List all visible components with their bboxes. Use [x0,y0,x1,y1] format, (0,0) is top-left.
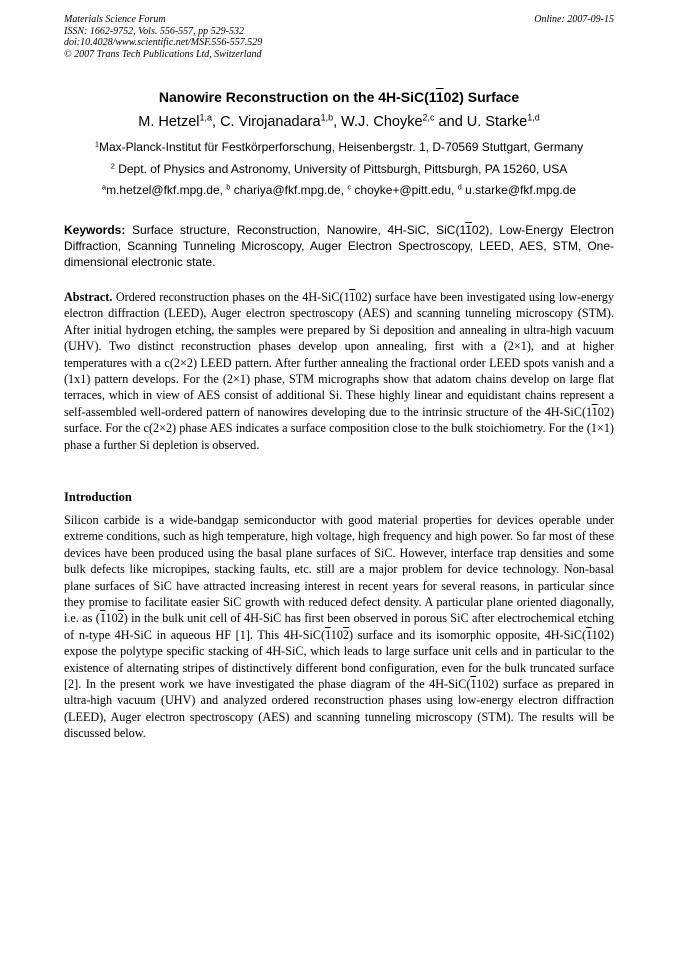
author-list [0,114,678,130]
email-link[interactable]: chariya@fkf.mpg.de [233,183,341,197]
issn-line: ISSN: 1662-9752, Vols. 556-557, pp 529-532 [64,25,244,37]
author-separator: and [434,114,467,130]
title-overbar-digit: 1 [435,89,444,105]
email-list: $^a$m.hetzel@fkf.mpg.de, $^b$ chariya@fkf.mpg.de, $^c$ choyke+@pitt.edu, $^d$ u.starke@fkf.mpg.de [101,182,577,197]
affiliation-1: $^1$Max-Planck-Institut für Festkörperforschung, Heisenbergstr. 1, D-70569 Stuttgart, Germany [94,139,584,154]
introduction-heading: Introduction [64,490,132,504]
author: U. Starke$^{1,d}$ [466,112,540,130]
abstract-label: Abstract. [64,290,113,304]
introduction-body: Silicon carbide is a wide-bandgap semiconductor with good material properties for devices operable under extreme conditions, such as high temperature, high voltage, high frequency and high power. So far most of these devices have been produced using the basal plane surfaces of SiC. However, interface trap densities and some bulk defects like micropipes, stacking faults, etc. still are a major problem for device technology. Non-basal plane surfaces of SiC have attracted increasing interest in recent years for several reasons, in particular since they promise to facilitate easier SiC growth with reduced defect density. A particular plane oriented diagonally, i.e. as (1102) in the bulk unit cell of 4H-SiC has first been observed in porous SiC after electrochemical etching of n-type 4H-SiC in aqueous HF [1]. This 4H-SiC(1102) surface and its isomorphic opposite, 4H-SiC(1102) expose the polytype specific stacking of 4H-SiC, which leads to large surface unit cells and in particular to the existence of alternating stripes of distinctively different bond configuration, even for the bulk truncated surface [2]. In the present work we have investigated the phase diagram of the 4H-SiC(1102) surface as prepared in ultra-high vacuum (UHV) and analyzed ordered reconstruction phases using low-energy electron diffraction (LEED), Auger electron spectroscopy (AES) and scanning tunneling microscopy (STM). The results will be discussed below. [64,513,615,741]
email-link[interactable]: m.hetzel@fkf.mpg.de [106,183,220,197]
title-text-end: 02) Surface [443,89,520,105]
title-text-start: Nanowire Reconstruction on the 4H-SiC(1 [158,89,436,105]
email-link[interactable]: choyke+@pitt.edu [354,183,451,197]
keywords-block: Keywords: Surface structure, Reconstruction, Nanowire, 4H-SiC, SiC(1102), Low-Energy Electron Diffraction, Scanning Tunneling Microscopy, Auger Electron Spectroscopy, LEED, AES, STM, One-dimensional electronic state. [64,223,614,269]
journal-name: Materials Science Forum [64,14,166,25]
paper-title [0,89,678,105]
author: M. Hetzel$^{1,a}$ [138,112,213,130]
affiliation-2: $^2$ Dept. of Physics and Astronomy, University of Pittsburgh, Pittsburgh, PA 15260, USA [110,161,568,176]
email-link[interactable]: u.starke@fkf.mpg.de [465,183,577,197]
author-separator: , [333,114,342,130]
abstract-block: Abstract. Ordered reconstruction phases on the 4H-SiC(1102) surface have been investigated using low-energy electron diffraction (LEED), Auger electron spectroscopy (AES) and scanning tunneling microscopy (STM). After initial hydrogen etching, the samples were prepared by Si deposition and annealing in ultra-high vacuum (UHV). Two distinct reconstruction phases develop upon annealing, first with a (2×1), and at higher temperatures with a c(2×2) LEED pattern. After further annealing the fractional order LEED spots vanish and a (1x1) pattern develops. For the (2×1) phase, STM micrographs show that adatom chains develop on large flat terraces, which in view of AES consist of additional Si. These highly linear and equidistant chains represent a self-assembled well-ordered pattern of nanowires developing due to the intrinsic structure of the 4H-SiC(1102) surface. For the c(2×2) phase AES indicates a surface composition close to the bulk stoichiometry. For the (1×1) phase a further Si depletion is observed. [64,290,614,452]
author-separator: , [212,114,221,130]
copyright-line: © 2007 Trans Tech Publications Ltd, Switzerland [64,48,262,60]
doi-line: doi:10.4028/www.scientific.net/MSF.556-557.529 [64,37,263,48]
online-date: Online: 2007-09-15 [534,14,614,25]
author: W.J. Choyke$^{2,c}$ [341,112,435,130]
journal-header [64,14,262,60]
author: C. Virojanadara$^{1,b}$ [220,112,334,130]
keywords-label: Keywords: [64,223,126,237]
